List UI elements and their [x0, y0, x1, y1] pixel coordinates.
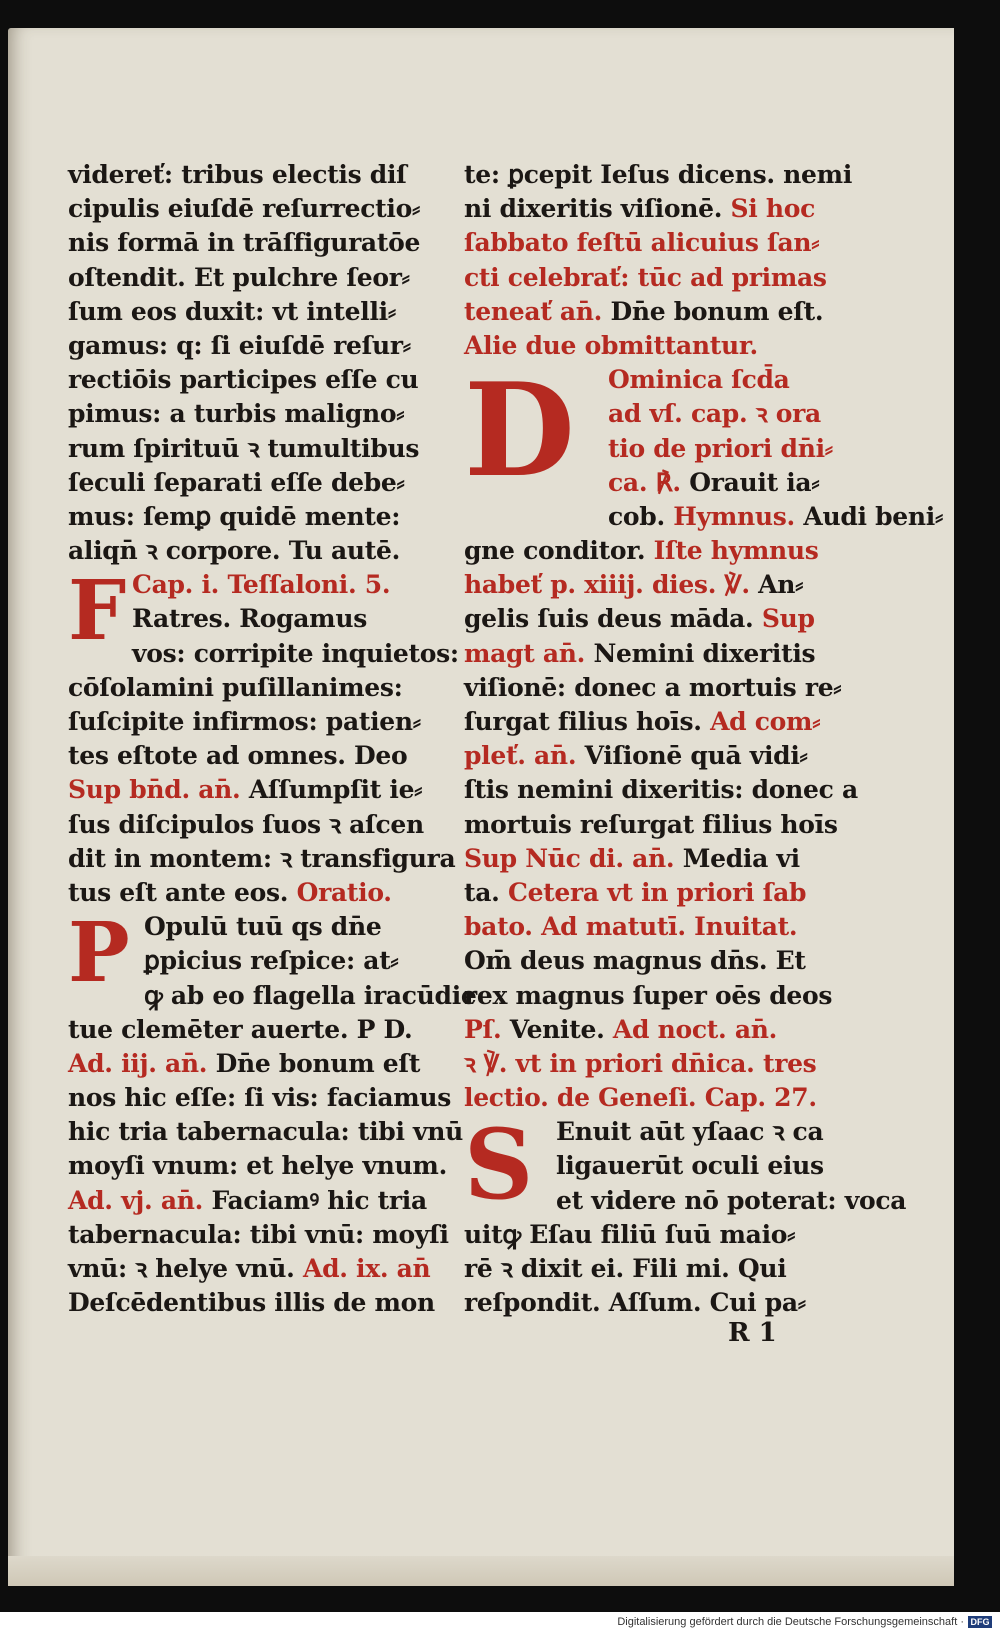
rubric-line: Ominica ſcd̄a	[608, 365, 790, 395]
rubric: magt an̄.	[464, 638, 586, 668]
rubric: Ad. ix. an̄	[302, 1254, 431, 1283]
text-span: Dn̄e bonum eſt.	[610, 296, 824, 326]
text-line: ſeculi ſeparati eſſe debe⸗	[68, 467, 405, 497]
text-line	[68, 1047, 448, 1081]
chapter-heading: Cap. i. Teſſaloni. 5.	[132, 570, 391, 600]
text-span: Faciamꝰ hic tria	[211, 1185, 427, 1215]
text-line	[68, 773, 448, 807]
dfg-logo-icon: DFG	[968, 1616, 992, 1628]
text-span: vnū: ꝛ helye vnū.	[68, 1254, 295, 1283]
rubric-line: lectio. de Geneſi. Cap. 27.	[464, 1083, 817, 1113]
text-line	[464, 602, 844, 636]
text-line: oſtendit. Et pulchre ſeor⸗	[68, 262, 410, 292]
text-line: Ratres. Rogamus	[132, 604, 367, 634]
rubric: Ad noct. an̄.	[612, 1014, 778, 1044]
text-line: pimus: a turbis maligno⸗	[68, 399, 405, 429]
rubric-line: cti celebrať: tūc ad primas	[464, 262, 827, 292]
text-line: mortuis reſurgat filius hoīs	[464, 809, 838, 839]
text-line	[464, 534, 844, 568]
rubric: Hymnus.	[673, 501, 795, 531]
footer-credit: Digitalisierung gefördert durch die Deutsche Forschungsgemeinschaft ·	[617, 1616, 964, 1628]
book-page	[8, 28, 954, 1586]
text-line: Opulū tuū qs dn̄e	[144, 912, 382, 942]
rubric: Cetera vt in priori ſab	[507, 877, 807, 907]
text-line: rē ꝛ dixit ei. Fili mi. Qui	[464, 1254, 787, 1283]
text-span: cob.	[608, 501, 665, 531]
text-line: tes eſtote ad omnes. Deo	[68, 741, 408, 771]
text-line: Om̄ deus magnus dn̄s. Et	[464, 946, 806, 976]
rubric: teneať an̄.	[464, 296, 603, 326]
text-line: ſtis nemini dixeritis: donec a	[464, 775, 858, 805]
text-line	[464, 842, 844, 876]
text-line: rectiōis participes eſſe cu	[68, 365, 419, 395]
text-line	[464, 568, 844, 602]
initial-letter-p: P	[68, 905, 130, 1002]
text-line: gamus: q: ſi eiuſdē reſur⸗	[68, 330, 411, 360]
text-line: nis formā in trāſfiguratōe	[68, 228, 421, 258]
text-line: cipulis eiuſdē reſurrectio⸗	[68, 194, 420, 224]
text-line: cōſolamini puſillanimes:	[68, 672, 403, 702]
text-span: Viſionē quā vidi⸗	[584, 741, 808, 771]
text-span: Venite.	[509, 1014, 605, 1044]
text-line: te: ꝑcepit Ieſus dicens. nemi	[464, 160, 853, 189]
text-line: aliqn̄ ꝛ corpore. Tu autē.	[68, 536, 401, 566]
text-line: tabernacula: tibi vnū: moyſi	[68, 1219, 449, 1249]
rubric: Ad. vj. an̄.	[68, 1185, 204, 1215]
text-line: ſuſcipite infirmos: patien⸗	[68, 707, 421, 736]
text-line	[464, 705, 844, 739]
text-line: videreť: tribus electis diſ	[68, 160, 407, 189]
text-line	[68, 1184, 448, 1218]
text-line: uitꝙ Eſau filiū ſuū maio⸗	[464, 1219, 796, 1249]
text-span: Orauit ia⸗	[689, 467, 820, 497]
text-line: moyſi vnum: et helye vnum.	[68, 1151, 447, 1181]
signature-mark: R 1	[728, 1318, 777, 1348]
initial-letter-f: F	[68, 563, 126, 660]
text-span: gelis ſuis deus māda.	[464, 604, 754, 634]
text-line	[464, 295, 844, 329]
text-span: Audi beni⸗	[803, 501, 943, 531]
text-span: tus eſt ante eos.	[68, 877, 289, 907]
footer-bar	[0, 1612, 1000, 1632]
text-line: hic tria tabernacula: tibi vnū	[68, 1117, 464, 1147]
text-line: et videre nō poterat: voca	[556, 1185, 907, 1215]
text-line: Enuit aūt yſaac ꝛ ca	[556, 1117, 824, 1147]
text-line	[464, 1013, 844, 1047]
rubric: Sup	[761, 604, 815, 634]
rubric: Sup Nūc di. an̄.	[464, 843, 675, 873]
text-line: Deſcēdentibus illis de mon	[68, 1288, 435, 1318]
rubric-line: bato. Ad matutī. Inuitat.	[464, 912, 798, 942]
text-line	[464, 739, 844, 773]
text-span: Nemini dixeritis	[593, 638, 816, 668]
rubric-line: ꝛ ℣. vt in priori dn̄ica. tres	[464, 1048, 817, 1078]
rubric-line: tio de priori dn̄i⸗	[608, 433, 833, 463]
text-line: rum ſpirituū ꝛ tumultibus	[68, 433, 420, 463]
text-line: ꝙ ab eo flagella iracūdie	[144, 980, 477, 1010]
text-span: ni dixeritis viſionē.	[464, 194, 723, 224]
rubric: Si hoc	[730, 194, 816, 224]
rubric: habeť p. xiiij. dies. ℣.	[464, 570, 750, 600]
rubric: Pſ.	[464, 1014, 502, 1044]
text-line: ligauerūt oculi eius	[556, 1151, 824, 1181]
right-column	[464, 158, 943, 1320]
text-line	[464, 192, 844, 226]
text-span: ta.	[464, 877, 500, 907]
text-line	[68, 1252, 448, 1286]
text-line: vos: corripite inquietos:	[132, 638, 459, 668]
text-span: ſurgat filius hoīs.	[464, 707, 702, 736]
text-line	[464, 876, 844, 910]
text-span: Dn̄e bonum eſt	[215, 1048, 421, 1078]
rubric: pleť. an̄.	[464, 741, 577, 771]
text-line: dit in montem: ꝛ transfigura	[68, 843, 456, 873]
rubric: Sup bn̄d. an̄.	[68, 775, 241, 805]
initial-letter-s: S	[464, 1108, 534, 1222]
text-span: Aſſumpſit ie⸗	[248, 775, 423, 805]
initial-letter-d: D	[464, 356, 575, 507]
text-line: reſpondit. Aſſum. Cui pa⸗	[464, 1288, 806, 1318]
rubric: Iſte hymnus	[653, 536, 819, 566]
rubric: Ad. iij. an̄.	[68, 1048, 208, 1078]
text-line: tue clemēter auerte. P D.	[68, 1014, 413, 1044]
text-line: nos hic eſſe: ſi vis: faciamus	[68, 1083, 452, 1113]
rubric: Ad com⸗	[710, 707, 821, 736]
text-line: ſus diſcipulos ſuos ꝛ aſcen	[68, 809, 424, 839]
text-line	[464, 637, 844, 671]
dominica-block	[464, 356, 844, 507]
rubric: Oratio.	[296, 877, 392, 907]
rubric-line: Alie due obmittantur.	[464, 330, 758, 360]
text-line: viſionē: donec a mortuis re⸗	[464, 672, 842, 702]
rubric: ca. ℟.	[608, 467, 681, 497]
text-span: Media vi	[682, 843, 800, 873]
text-line: rex magnus ſuper oēs deos	[464, 980, 833, 1010]
text-span: gne conditor.	[464, 536, 646, 566]
text-span: An⸗	[758, 570, 804, 600]
text-line: ꝑpicius reſpice: at⸗	[144, 946, 399, 976]
left-column	[68, 158, 477, 1320]
rubric-line: ſabbato feſtū alicuius ſan⸗	[464, 228, 820, 258]
text-line: ſum eos duxit: vt intelli⸗	[68, 296, 396, 326]
text-line: mus: ſemꝑ quidē mente:	[68, 501, 401, 531]
text-line	[68, 876, 448, 910]
rubric-line: ad vſ. cap. ꝛ ora	[608, 399, 821, 429]
